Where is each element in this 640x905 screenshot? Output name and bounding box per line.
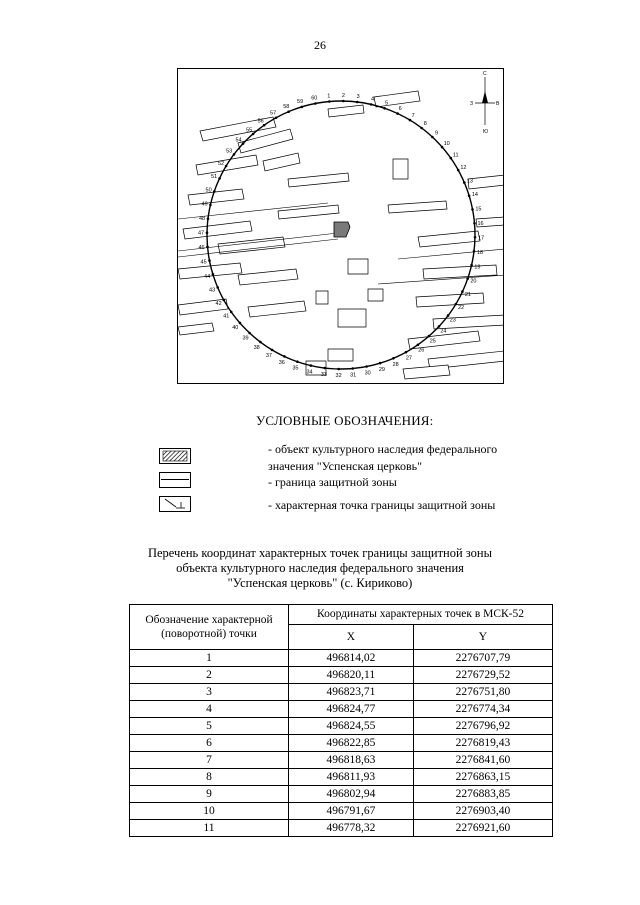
y-coordinate-cell: 2276883,85 bbox=[413, 786, 552, 803]
boundary-point-label: 28 bbox=[392, 361, 399, 368]
compass-west-label: З bbox=[470, 101, 474, 107]
boundary-point-label: 51 bbox=[211, 173, 218, 180]
boundary-point-marker bbox=[275, 117, 278, 120]
point-number-cell: 10 bbox=[130, 803, 289, 820]
boundary-point-marker bbox=[379, 362, 382, 365]
road-line bbox=[398, 249, 504, 259]
y-coordinate-cell: 2276819,43 bbox=[413, 735, 552, 752]
legend-item-boundary: - граница защитной зоны bbox=[268, 475, 397, 489]
x-coordinate-cell: 496823,71 bbox=[289, 684, 414, 701]
boundary-point-marker bbox=[310, 364, 313, 367]
boundary-point-label: 44 bbox=[204, 273, 211, 280]
boundary-point-marker bbox=[461, 290, 464, 293]
building-outline bbox=[328, 105, 364, 117]
x-coordinate-cell: 496824,55 bbox=[289, 718, 414, 735]
boundary-point-marker bbox=[225, 165, 228, 168]
table-row bbox=[130, 684, 553, 701]
building-outline bbox=[468, 175, 504, 189]
boundary-point-label: 37 bbox=[265, 353, 272, 359]
boundary-point-marker bbox=[417, 344, 420, 347]
x-coordinate-cell: 496778,32 bbox=[289, 820, 414, 837]
x-column-header: X bbox=[289, 625, 414, 650]
y-coordinate-cell: 2276707,79 bbox=[413, 650, 552, 667]
x-coordinate-cell: 496802,94 bbox=[289, 786, 414, 803]
y-coordinate-cell: 2276751,80 bbox=[413, 684, 552, 701]
boundary-point-label: 30 bbox=[364, 370, 371, 377]
boundary-point-label: 50 bbox=[205, 187, 212, 194]
coordinates-list-title bbox=[0, 546, 640, 591]
boundary-point-marker bbox=[242, 142, 245, 145]
point-number-cell: 11 bbox=[130, 820, 289, 837]
boundary-point-label: 54 bbox=[235, 137, 242, 144]
boundary-point-marker bbox=[365, 365, 368, 368]
boundary-point-label: 39 bbox=[242, 335, 249, 342]
boundary-point-marker bbox=[206, 245, 209, 248]
compass-south-label: Ю bbox=[483, 129, 489, 135]
boundary-point-marker bbox=[283, 355, 286, 358]
list-title-line3: "Успенская церковь" (с. Кириково) bbox=[227, 576, 413, 590]
boundary-point-marker bbox=[206, 231, 209, 234]
boundary-point-label: 7 bbox=[411, 113, 415, 119]
boundary-point-label: 46 bbox=[198, 245, 205, 252]
table-row bbox=[130, 820, 553, 837]
list-title-line2: объекта культурного наследия федерального значения bbox=[176, 561, 464, 575]
table-row bbox=[130, 701, 553, 718]
coordinates-table-body bbox=[130, 650, 553, 837]
boundary-point-label: 17 bbox=[477, 235, 485, 242]
building-outline bbox=[338, 309, 366, 327]
building-outline bbox=[248, 301, 306, 317]
table-row bbox=[130, 667, 553, 684]
boundary-point-label: 3 bbox=[356, 94, 360, 100]
boundary-point-label: 42 bbox=[215, 300, 222, 307]
boundary-point-label: 29 bbox=[378, 366, 385, 373]
x-coordinate-cell: 496824,77 bbox=[289, 701, 414, 718]
boundary-point-label: 23 bbox=[449, 317, 456, 324]
boundary-point-marker bbox=[431, 136, 434, 139]
boundary-point-marker bbox=[287, 110, 290, 113]
boundary-point-label: 2 bbox=[341, 93, 345, 99]
compass-east-label: В bbox=[496, 101, 500, 107]
table-row bbox=[130, 769, 553, 786]
boundary-point-label: 33 bbox=[320, 372, 327, 378]
boundary-point-marker bbox=[450, 157, 453, 160]
boundary-point-marker bbox=[337, 368, 340, 371]
table-row bbox=[130, 735, 553, 752]
point-number-cell: 5 bbox=[130, 718, 289, 735]
boundary-point-label: 10 bbox=[443, 141, 450, 148]
boundary-point-marker bbox=[208, 259, 211, 262]
boundary-point-marker bbox=[457, 169, 460, 172]
building-outline bbox=[374, 91, 420, 107]
boundary-point-label: 32 bbox=[335, 373, 342, 379]
y-coordinate-cell: 2276903,40 bbox=[413, 803, 552, 820]
boundary-point-label: 1 bbox=[327, 93, 331, 100]
boundary-point-label: 43 bbox=[209, 287, 216, 294]
boundary-point-label: 38 bbox=[253, 344, 260, 351]
point-number-cell: 9 bbox=[130, 786, 289, 803]
boundary-point-label: 18 bbox=[476, 250, 484, 257]
boundary-point-marker bbox=[342, 100, 345, 103]
boundary-point-marker bbox=[396, 112, 399, 115]
building-outline bbox=[388, 201, 447, 213]
boundary-point-label: 14 bbox=[471, 192, 478, 199]
boundary-point-marker bbox=[468, 195, 471, 198]
building-outline bbox=[263, 153, 300, 171]
table-row bbox=[130, 650, 553, 667]
legend-title: УСЛОВНЫЕ ОБОЗНАЧЕНИЯ: bbox=[256, 413, 434, 428]
coordinates-header: Координаты характерных точек в МСК-52 bbox=[289, 605, 553, 625]
boundary-point-label: 47 bbox=[197, 230, 205, 237]
point-number-cell: 3 bbox=[130, 684, 289, 701]
boundary-point-label: 34 bbox=[306, 369, 313, 376]
boundary-point-marker bbox=[239, 322, 242, 325]
boundary-point-marker bbox=[233, 153, 236, 156]
boundary-point-label: 8 bbox=[423, 121, 427, 128]
boundary-point-label: 25 bbox=[429, 338, 436, 345]
boundary-point-marker bbox=[392, 357, 395, 360]
y-coordinate-cell: 2276863,15 bbox=[413, 769, 552, 786]
boundary-point-marker bbox=[370, 103, 373, 106]
boundary-point-marker bbox=[356, 101, 359, 104]
boundary-point-label: 31 bbox=[350, 372, 357, 379]
building-outline bbox=[418, 231, 480, 247]
boundary-point-label: 24 bbox=[440, 328, 447, 335]
boundary-point-marker bbox=[438, 325, 441, 328]
boundary-point-label: 19 bbox=[474, 264, 481, 271]
building-outline bbox=[348, 259, 368, 274]
legend-item-object-line2: значения "Успенская церковь" bbox=[268, 459, 423, 473]
boundary-point-marker bbox=[474, 236, 477, 239]
boundary-point-label: 26 bbox=[418, 347, 425, 354]
boundary-point-marker bbox=[209, 204, 212, 207]
boundary-point-label: 4 bbox=[370, 96, 375, 103]
y-coordinate-cell: 2276921,60 bbox=[413, 820, 552, 837]
boundary-point-marker bbox=[455, 303, 458, 306]
boundary-point-marker bbox=[248, 332, 251, 335]
compass-north-label: С bbox=[483, 71, 487, 77]
point-number-cell: 7 bbox=[130, 752, 289, 769]
table-row bbox=[130, 718, 553, 735]
boundary-point-marker bbox=[473, 222, 476, 225]
boundary-point-label: 27 bbox=[405, 355, 412, 362]
list-title-line1: Перечень координат характерных точек границы защитной зоны bbox=[147, 546, 493, 560]
boundary-point-label: 16 bbox=[477, 220, 484, 227]
boundary-point-label: 52 bbox=[217, 160, 225, 167]
legend-item-object bbox=[268, 441, 497, 475]
boundary-point-label: 13 bbox=[466, 178, 473, 185]
boundary-point-marker bbox=[301, 106, 304, 109]
hatched-object-icon bbox=[159, 448, 191, 464]
boundary-point-label: 45 bbox=[200, 259, 207, 266]
boundary-point-marker bbox=[473, 250, 476, 253]
boundary-point-label: 15 bbox=[475, 206, 482, 213]
x-coordinate-cell: 496818,63 bbox=[289, 752, 414, 769]
y-coordinate-cell: 2276841,60 bbox=[413, 752, 552, 769]
table-row bbox=[130, 752, 553, 769]
boundary-point-label: 36 bbox=[278, 359, 285, 366]
x-coordinate-cell: 496811,93 bbox=[289, 769, 414, 786]
boundary-point-marker bbox=[296, 360, 299, 363]
compass-icon bbox=[470, 71, 500, 135]
boundary-point-label: 11 bbox=[452, 152, 459, 159]
building-outline bbox=[238, 269, 298, 285]
boundary-point-label: 12 bbox=[460, 165, 467, 172]
boundary-point-marker bbox=[259, 341, 262, 344]
boundary-point-marker bbox=[230, 311, 233, 314]
boundary-point-marker bbox=[471, 208, 474, 211]
boundary-point-label: 35 bbox=[292, 365, 299, 372]
point-number-cell: 2 bbox=[130, 667, 289, 684]
boundary-point-marker bbox=[213, 190, 216, 193]
page-number: 26 bbox=[314, 38, 326, 52]
building-outline bbox=[178, 323, 214, 335]
boundary-point-marker bbox=[463, 181, 466, 184]
boundary-point-label: 20 bbox=[470, 278, 477, 285]
boundary-point-marker bbox=[207, 217, 210, 220]
boundary-point-label: 56 bbox=[257, 118, 264, 125]
boundary-point-label: 40 bbox=[232, 324, 239, 331]
boundary-point-label: 5 bbox=[385, 100, 389, 107]
boundary-point-label: 53 bbox=[226, 148, 233, 155]
boundary-point-marker bbox=[383, 107, 386, 110]
x-coordinate-cell: 496814,02 bbox=[289, 650, 414, 667]
boundary-point-label: 49 bbox=[201, 201, 208, 208]
boundary-point-marker bbox=[271, 349, 274, 352]
boundary-point-marker bbox=[405, 351, 408, 354]
point-number-cell: 8 bbox=[130, 769, 289, 786]
point-number-cell: 1 bbox=[130, 650, 289, 667]
boundary-point-label: 21 bbox=[464, 292, 471, 299]
boundary-point-label: 48 bbox=[198, 215, 206, 222]
table-row bbox=[130, 786, 553, 803]
characteristic-point-icon bbox=[159, 496, 191, 512]
boundary-point-label: 41 bbox=[223, 313, 230, 320]
boundary-point-label: 6 bbox=[398, 106, 402, 113]
table-row bbox=[130, 803, 553, 820]
boundary-point-label: 59 bbox=[297, 99, 304, 106]
boundary-point-marker bbox=[314, 102, 317, 105]
x-coordinate-cell: 496820,11 bbox=[289, 667, 414, 684]
map-canvas bbox=[178, 69, 504, 384]
church-object-marker bbox=[334, 222, 350, 237]
y-coordinate-cell: 2276796,92 bbox=[413, 718, 552, 735]
boundary-point-label: 57 bbox=[270, 110, 277, 117]
boundary-point-marker bbox=[470, 264, 473, 267]
boundary-point-marker bbox=[428, 335, 431, 338]
boundary-point-marker bbox=[216, 286, 219, 289]
boundary-point-label: 58 bbox=[283, 104, 290, 111]
building-outline bbox=[288, 173, 349, 187]
building-outline bbox=[316, 291, 328, 304]
site-map bbox=[177, 68, 504, 384]
boundary-point-marker bbox=[409, 119, 412, 122]
y-column-header: Y bbox=[413, 625, 552, 650]
building-outline bbox=[423, 265, 497, 279]
point-number-cell: 6 bbox=[130, 735, 289, 752]
boundary-point-label: 55 bbox=[246, 127, 253, 134]
point-number-cell: 4 bbox=[130, 701, 289, 718]
boundary-point-marker bbox=[218, 177, 221, 180]
boundary-point-label: 9 bbox=[434, 130, 439, 137]
boundary-point-marker bbox=[328, 100, 331, 103]
building-outline bbox=[416, 293, 484, 307]
building-outline bbox=[403, 365, 450, 379]
boundary-point-label: 60 bbox=[311, 95, 318, 102]
legend-item-point: - характерная точка границы защитной зоны bbox=[268, 498, 496, 512]
building-outline bbox=[368, 289, 383, 301]
boundary-point-marker bbox=[351, 367, 354, 370]
building-outline bbox=[393, 159, 408, 179]
coordinates-table bbox=[129, 604, 553, 837]
y-coordinate-cell: 2276729,52 bbox=[413, 667, 552, 684]
boundary-point-marker bbox=[223, 299, 226, 302]
legend-item-object-line1: - объект культурного наследия федерального bbox=[268, 442, 498, 456]
x-coordinate-cell: 496822,85 bbox=[289, 735, 414, 752]
boundary-point-marker bbox=[212, 273, 215, 276]
x-coordinate-cell: 496791,67 bbox=[289, 803, 414, 820]
building-outline bbox=[328, 349, 353, 361]
y-coordinate-cell: 2276774,34 bbox=[413, 701, 552, 718]
boundary-point-marker bbox=[420, 127, 423, 130]
boundary-point-marker bbox=[466, 277, 469, 280]
building-outline bbox=[183, 221, 252, 239]
building-outline bbox=[188, 189, 244, 205]
boundary-point-label: 22 bbox=[457, 305, 465, 312]
designation-header: Обозначение характерной (поворотной) точки bbox=[130, 605, 289, 650]
boundary-line-icon bbox=[159, 472, 191, 488]
boundary-point-marker bbox=[323, 367, 326, 370]
